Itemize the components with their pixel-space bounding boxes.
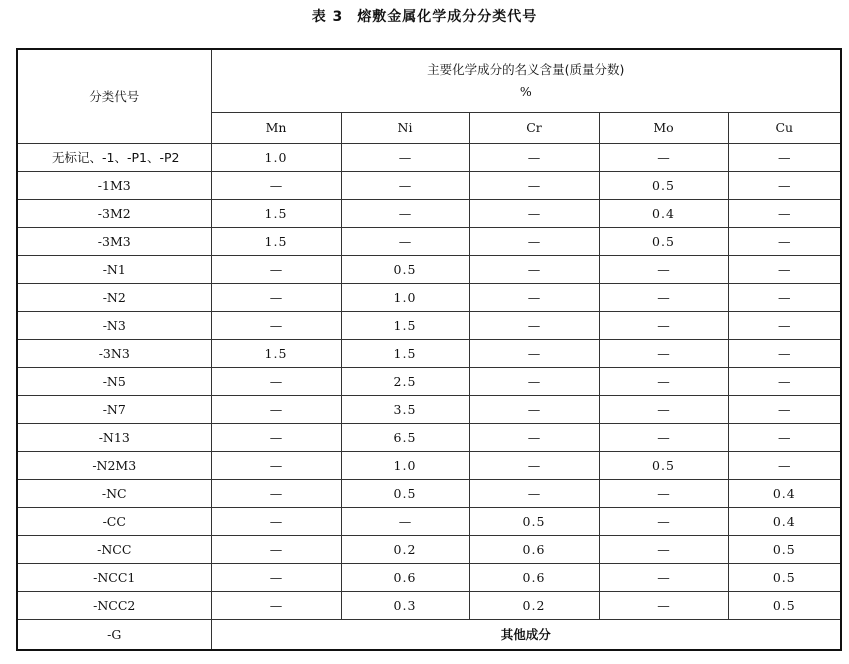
row-value-cell: 0.3 (341, 592, 469, 620)
row-value-cell: 0.5 (728, 564, 841, 592)
row-value-cell: — (728, 284, 841, 312)
row-value-cell: 1.5 (211, 340, 341, 368)
row-value-cell: — (469, 480, 599, 508)
row-class-code: -NCC2 (17, 592, 211, 620)
row-value-cell: — (341, 508, 469, 536)
row-class-code: -N3 (17, 312, 211, 340)
table-row (17, 396, 841, 424)
row-value-cell: 1.0 (341, 452, 469, 480)
column-header-cu: Cu (728, 113, 841, 144)
table-row (17, 200, 841, 228)
row-value-cell: 0.4 (599, 200, 728, 228)
row-value-cell: 6.5 (341, 424, 469, 452)
row-value-cell: — (211, 256, 341, 284)
other-components-cell: 其他成分 (211, 620, 841, 651)
row-class-code: -NCC1 (17, 564, 211, 592)
row-class-code: -N2 (17, 284, 211, 312)
table-row (17, 480, 841, 508)
row-value-cell: 0.2 (469, 592, 599, 620)
row-value-cell: 0.5 (599, 452, 728, 480)
table-row (17, 228, 841, 256)
row-value-cell: — (341, 228, 469, 256)
row-value-cell: — (728, 200, 841, 228)
row-value-cell: — (728, 228, 841, 256)
row-value-cell: — (599, 424, 728, 452)
column-header-class-code: 分类代号 (17, 49, 211, 144)
row-class-code: -1M3 (17, 172, 211, 200)
row-value-cell: 0.6 (469, 536, 599, 564)
row-value-cell: 0.5 (599, 172, 728, 200)
table-number: 表 3 (311, 9, 344, 25)
row-value-cell: 0.5 (469, 508, 599, 536)
row-value-cell: — (211, 592, 341, 620)
row-value-cell: — (211, 564, 341, 592)
table-row (17, 368, 841, 396)
unit-label: % (519, 84, 532, 99)
row-class-code: -N1 (17, 256, 211, 284)
row-value-cell: — (728, 396, 841, 424)
row-value-cell: 0.5 (728, 536, 841, 564)
row-class-code: -3M2 (17, 200, 211, 228)
table-title (0, 6, 849, 28)
row-class-code: -3M3 (17, 228, 211, 256)
row-value-cell: — (341, 144, 469, 172)
table-row (17, 144, 841, 172)
row-value-cell: 1.0 (341, 284, 469, 312)
table-row (17, 508, 841, 536)
row-value-cell: — (728, 312, 841, 340)
row-value-cell: — (599, 508, 728, 536)
row-value-cell: — (469, 424, 599, 452)
row-class-code: -N2M3 (17, 452, 211, 480)
row-value-cell: — (728, 144, 841, 172)
row-value-cell: — (211, 284, 341, 312)
composition-table (16, 48, 842, 651)
column-header-cr: Cr (469, 113, 599, 144)
row-value-cell: — (341, 172, 469, 200)
row-value-cell: — (211, 536, 341, 564)
row-value-cell: — (469, 284, 599, 312)
row-value-cell: 1.5 (341, 312, 469, 340)
row-value-cell: — (728, 172, 841, 200)
row-class-code: -NC (17, 480, 211, 508)
row-value-cell: 3.5 (341, 396, 469, 424)
row-value-cell: 0.6 (469, 564, 599, 592)
row-value-cell: — (599, 536, 728, 564)
row-value-cell: — (599, 368, 728, 396)
table-row (17, 312, 841, 340)
row-value-cell: — (728, 424, 841, 452)
row-value-cell: — (599, 340, 728, 368)
row-value-cell: — (469, 452, 599, 480)
header-row-1 (17, 49, 841, 113)
row-value-cell: — (728, 368, 841, 396)
row-class-code: -N5 (17, 368, 211, 396)
table-title-text: 熔敷金属化学成分分类代号 (357, 9, 538, 25)
row-value-cell: — (599, 312, 728, 340)
row-class-code: -3N3 (17, 340, 211, 368)
table-row (17, 172, 841, 200)
row-value-cell: — (469, 228, 599, 256)
row-value-cell: 1.5 (341, 340, 469, 368)
column-header-composition (211, 49, 841, 113)
column-header-mo: Mo (599, 113, 728, 144)
row-value-cell: — (211, 368, 341, 396)
row-value-cell: — (469, 340, 599, 368)
row-value-cell: 0.4 (728, 508, 841, 536)
row-value-cell: — (469, 396, 599, 424)
row-value-cell: — (211, 480, 341, 508)
composition-label: 主要化学成分的名义含量(质量分数) (427, 62, 625, 77)
row-value-cell: — (599, 592, 728, 620)
row-class-code: -N7 (17, 396, 211, 424)
table-row (17, 564, 841, 592)
column-header-mn: Mn (211, 113, 341, 144)
row-value-cell: 0.5 (341, 480, 469, 508)
row-value-cell: — (469, 172, 599, 200)
row-value-cell: — (469, 144, 599, 172)
row-value-cell: 1.0 (211, 144, 341, 172)
row-value-cell: 0.5 (599, 228, 728, 256)
table-row (17, 452, 841, 480)
table-row (17, 340, 841, 368)
row-value-cell: — (469, 256, 599, 284)
row-value-cell: — (728, 256, 841, 284)
row-value-cell: 1.5 (211, 200, 341, 228)
row-value-cell: — (728, 340, 841, 368)
row-value-cell: — (469, 312, 599, 340)
row-value-cell: 0.2 (341, 536, 469, 564)
row-value-cell: — (211, 424, 341, 452)
row-class-code: -CC (17, 508, 211, 536)
row-value-cell: 2.5 (341, 368, 469, 396)
row-value-cell: — (599, 144, 728, 172)
column-header-ni: Ni (341, 113, 469, 144)
row-value-cell: — (211, 396, 341, 424)
row-value-cell: — (728, 452, 841, 480)
row-value-cell: — (599, 396, 728, 424)
row-value-cell: 0.5 (341, 256, 469, 284)
row-value-cell: — (469, 200, 599, 228)
row-class-code: 无标记、-1、-P1、-P2 (17, 144, 211, 172)
row-class-code: -NCC (17, 536, 211, 564)
table-row-g (17, 620, 841, 651)
row-value-cell: 0.4 (728, 480, 841, 508)
row-class-code: -N13 (17, 424, 211, 452)
row-value-cell: — (469, 368, 599, 396)
row-value-cell: — (211, 452, 341, 480)
table-row (17, 592, 841, 620)
row-value-cell: 0.5 (728, 592, 841, 620)
row-class-code: -G (17, 620, 211, 651)
row-value-cell: — (211, 508, 341, 536)
table-row (17, 536, 841, 564)
row-value-cell: — (599, 284, 728, 312)
row-value-cell: — (599, 480, 728, 508)
row-value-cell: — (599, 564, 728, 592)
table-row (17, 284, 841, 312)
table-row (17, 256, 841, 284)
row-value-cell: — (211, 172, 341, 200)
row-value-cell: 0.6 (341, 564, 469, 592)
row-value-cell: — (599, 256, 728, 284)
table-row (17, 424, 841, 452)
row-value-cell: 1.5 (211, 228, 341, 256)
row-value-cell: — (341, 200, 469, 228)
row-value-cell: — (211, 312, 341, 340)
